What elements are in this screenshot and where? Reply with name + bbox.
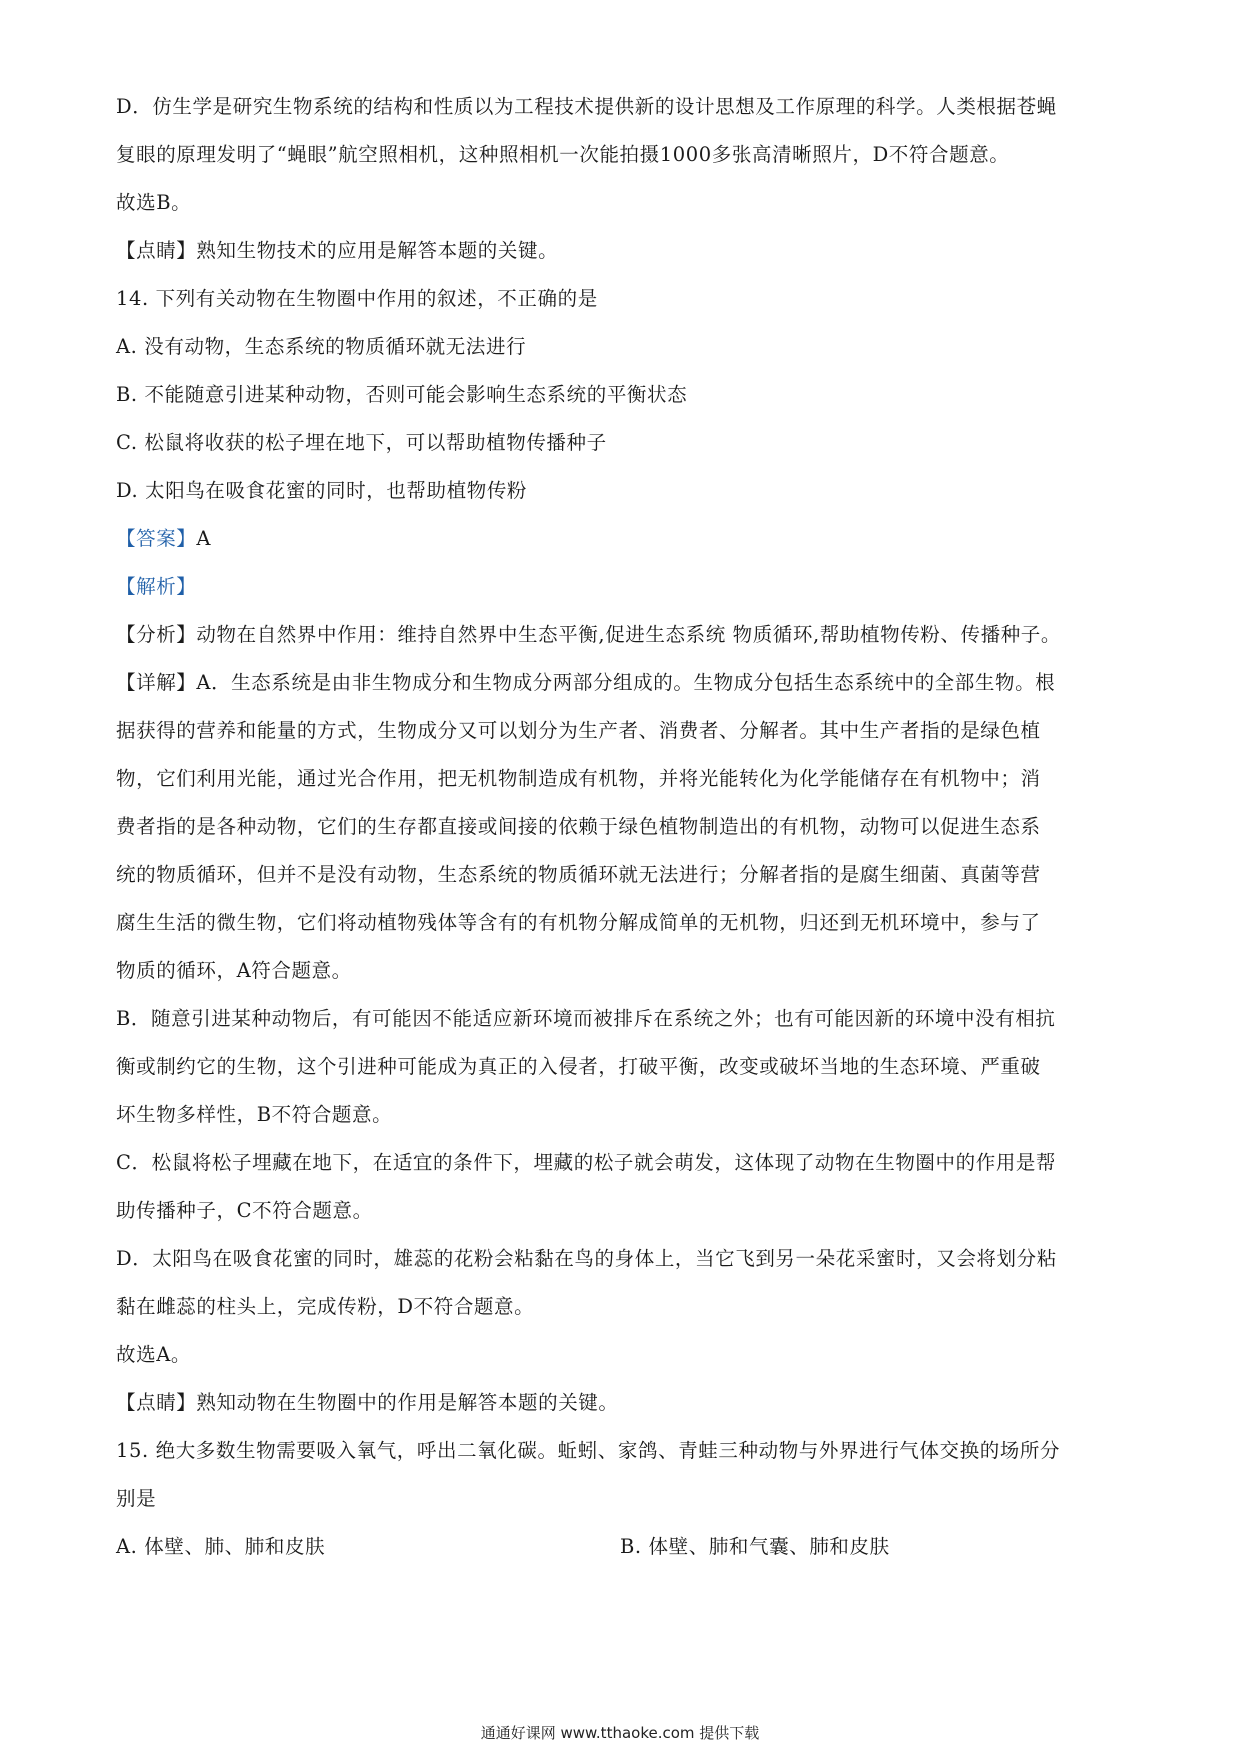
question-15-option-b: B. 体壁、肺和气囊、肺和皮肤 (620, 1535, 890, 1558)
question-14-option-d: D. 太阳鸟在吸食花蜜的同时，也帮助植物传粉 (116, 479, 528, 502)
detail-c-line-2: 助传播种子，C不符合题意。 (116, 1199, 373, 1222)
detail-a-line-4: 费者指的是各种动物，它们的生存都直接或间接的依赖于绿色植物制造出的有机物，动物可以促进生态系 (116, 815, 1041, 838)
detail-a-line-1: 【详解】A．生态系统是由非生物成分和生物成分两部分组成的。生物成分包括生态系统中的全部生物。根 (116, 671, 1056, 694)
detail-a-line-5: 统的物质循环，但并不是没有动物，生态系统的物质循环就无法进行；分解者指的是腐生细菌、真菌等营 (116, 863, 1041, 886)
question-14-stem: 14. 下列有关动物在生物圈中作用的叙述，不正确的是 (116, 287, 598, 310)
detail-b-line-2: 衡或制约它的生物，这个引进种可能成为真正的入侵者，打破平衡，改变或破坏当地的生态环境、严重破 (116, 1055, 1041, 1078)
detail-d-line-1: D．太阳鸟在吸食花蜜的同时，雄蕊的花粉会粘黏在鸟的身体上，当它飞到另一朵花采蜜时，又会将划分粘 (116, 1247, 1057, 1270)
question-14-option-b: B. 不能随意引进某种动物，否则可能会影响生态系统的平衡状态 (116, 383, 688, 406)
detail-a-line-2: 据获得的营养和能量的方式，生物成分又可以划分为生产者、消费者、分解者。其中生产者指的是绿色植 (116, 719, 1041, 742)
question-15-options-row (116, 1532, 1126, 1562)
prev-tip: 【点睛】熟知生物技术的应用是解答本题的关键。 (116, 239, 559, 262)
detail-a-line-7: 物质的循环，A符合题意。 (116, 959, 352, 982)
prev-option-d-line-2: 复眼的原理发明了“蝇眼”航空照相机，这种照相机一次能拍摄1000多张高清晰照片，D不符合题意。 (116, 143, 1010, 166)
answer-value: A (196, 527, 212, 550)
question-15-stem-line-2: 别是 (116, 1487, 157, 1510)
prev-conclusion: 故选B。 (116, 191, 192, 214)
answer-line (116, 524, 1126, 554)
question-14-option-c: C. 松鼠将收获的松子埋在地下，可以帮助植物传播种子 (116, 431, 607, 454)
detail-d-line-2: 黏在雌蕊的柱头上，完成传粉，D不符合题意。 (116, 1295, 535, 1318)
question-15-stem-line-1: 15. 绝大多数生物需要吸入氧气，呼出二氧化碳。蚯蚓、家鸽、青蛙三种动物与外界进行气体交换的场所分 (116, 1439, 1061, 1462)
question-15-option-a: A. 体壁、肺、肺和皮肤 (116, 1535, 326, 1558)
prev-option-d-line-1: D．仿生学是研究生物系统的结构和性质以为工程技术提供新的设计思想及工作原理的科学。人类根据苍蝇 (116, 95, 1057, 118)
question-14-option-a: A. 没有动物，生态系统的物质循环就无法进行 (116, 335, 527, 358)
detail-a-line-3: 物，它们利用光能，通过光合作用，把无机物制造成有机物，并将光能转化为化学能储存在有机物中；消 (116, 767, 1041, 790)
answer-label: 【答案】 (116, 527, 197, 550)
question-14-tip: 【点睛】熟知动物在生物圈中的作用是解答本题的关键。 (116, 1391, 619, 1414)
analysis-intro: 【分析】动物在自然界中作用：维持自然界中生态平衡,促进生态系统 物质循环,帮助植物传粉、传播种子。 (116, 623, 1061, 646)
footer-credit: 通通好课网 www.tthaoke.com 提供下载 (480, 1724, 760, 1742)
analysis-label: 【解析】 (116, 575, 197, 598)
detail-a-line-6: 腐生生活的微生物，它们将动植物残体等含有的有机物分解成简单的无机物，归还到无机环境中，参与了 (116, 911, 1041, 934)
detail-c-line-1: C．松鼠将松子埋藏在地下，在适宜的条件下，埋藏的松子就会萌发，这体现了动物在生物圈中的作用是帮 (116, 1151, 1057, 1174)
detail-b-line-3: 坏生物多样性，B不符合题意。 (116, 1103, 393, 1126)
question-14-conclusion: 故选A。 (116, 1343, 191, 1366)
detail-b-line-1: B．随意引进某种动物后，有可能因不能适应新环境而被排斥在系统之外；也有可能因新的环境中没有相抗 (116, 1007, 1056, 1030)
